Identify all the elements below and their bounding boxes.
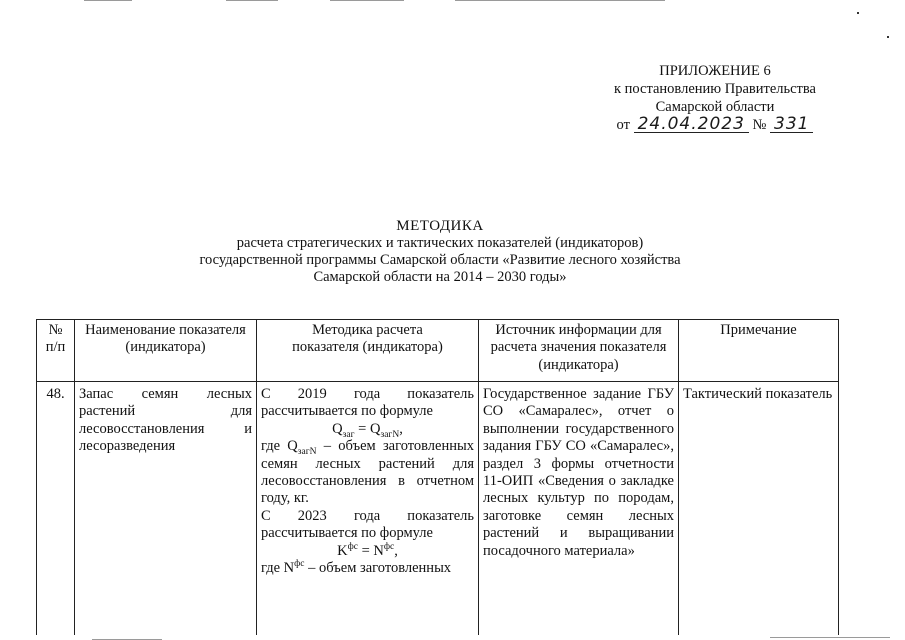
date-prefix: от [616, 117, 630, 133]
header-number: № п/п [37, 320, 75, 382]
scan-speck [887, 36, 889, 38]
number-prefix: № [752, 117, 767, 133]
scan-edge-line [770, 637, 890, 638]
header-source: Источник информации для расчета значения показателя (индикатора) [479, 320, 679, 382]
table-header-row [37, 320, 839, 382]
row-indicator-name: Запас семян лесных растений для лесовосстановления и лесоразведения [75, 382, 257, 636]
handwritten-number: 331 [770, 116, 813, 133]
appendix-block [585, 62, 845, 134]
title-line-3: Самарской области на 2014 – 2030 годы» [313, 269, 567, 285]
indicators-table [36, 319, 839, 635]
handwritten-date: 24.04.2023 [634, 116, 749, 133]
header-note: Примечание [679, 320, 839, 382]
row-method [257, 382, 479, 636]
scan-speck [857, 12, 859, 14]
scan-edge-line [226, 0, 278, 1]
scan-edge-line [84, 0, 132, 1]
appendix-heading: ПРИЛОЖЕНИЕ 6 [659, 63, 771, 79]
formula-2: $K^{фс} = N^{фс}$, [337, 541, 398, 559]
row-number: 48. [37, 382, 75, 636]
formula-1: $Q_{заг} = Q_{загN}$, [332, 420, 403, 440]
method-paragraph-2: где $Q_{загN}$ – объем заготовленных семян лесных растений для лесовосстановления в отчетном году, кг. [261, 438, 474, 507]
appendix-resolution: к постановлению Правительства [614, 81, 816, 97]
title-line-1: расчета стратегических и тактических показателей (индикаторов) [236, 235, 644, 251]
appendix-date-row [585, 116, 845, 134]
method-paragraph-1: С 2019 года показатель рассчитывается по формуле [261, 386, 474, 420]
title-line-2: государственной программы Самарской области «Развитие лесного хозяйства [199, 252, 681, 268]
scan-edge-line [330, 0, 404, 1]
header-indicator-name: Наименование показателя (индикатора) [75, 320, 257, 382]
document-title [150, 218, 730, 286]
row-note: Тактический показатель [679, 382, 839, 636]
header-method: Методика расчета показателя (индикатора) [257, 320, 479, 382]
table-row [37, 382, 839, 636]
scan-edge-line [455, 0, 665, 1]
row-source: Государственное задание ГБУ СО «Самаралес», отчет о выполнении государственного задания ГБУ СО «Самаралес», раздел 3 формы отчетности 11-ОИП «Сведения о закладке лесных культур по породам, заготовке семян лесных растений и выращивании посадочного материала» [479, 382, 679, 636]
method-paragraph-3: С 2023 года показатель рассчитывается по формуле [261, 507, 474, 542]
method-paragraph-4: где $N^{фс}$ – объем заготовленных [261, 559, 452, 577]
appendix-region: Самарской области [655, 99, 775, 115]
title-main: МЕТОДИКА [396, 218, 484, 234]
